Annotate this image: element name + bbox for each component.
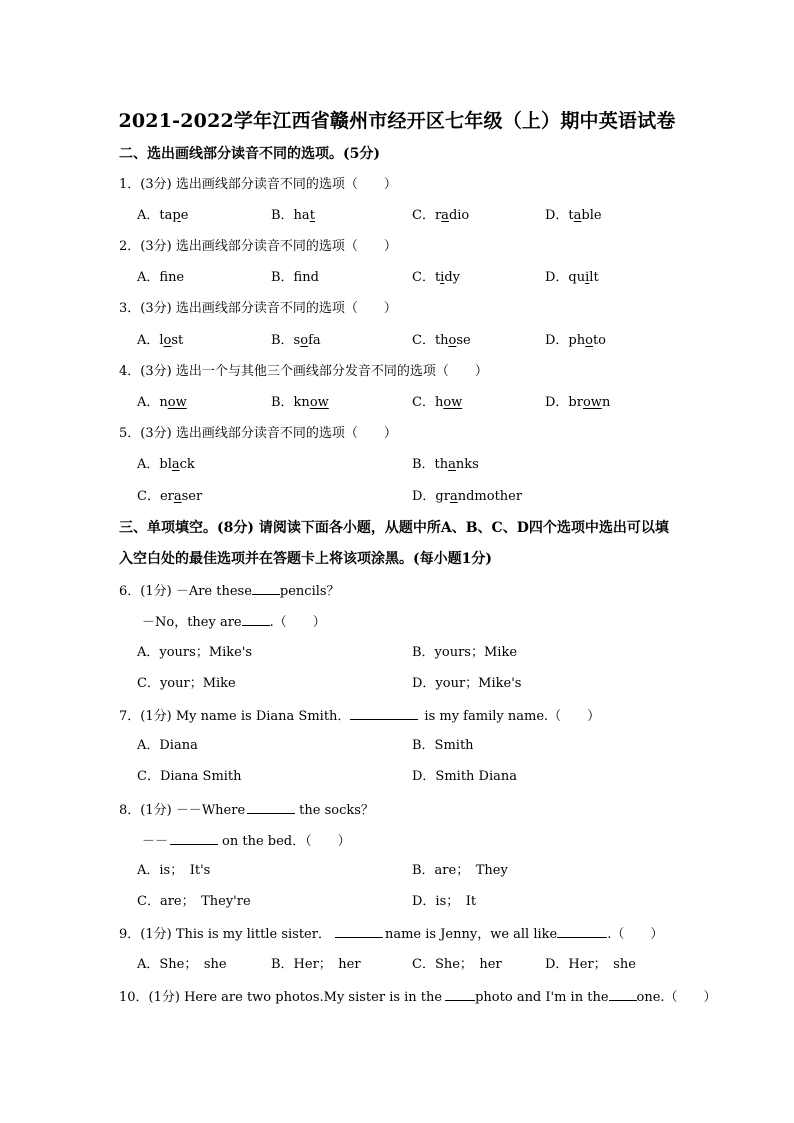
option-text: D．gr bbox=[412, 489, 450, 504]
option-c[interactable]: C．She； her bbox=[412, 957, 502, 972]
option-d[interactable] bbox=[545, 333, 606, 349]
underlined-letters: a bbox=[173, 489, 182, 504]
section-heading-cont: 入空白处的最佳选项并在答题卡上将该项涂黑。(每小题1分) bbox=[119, 551, 492, 567]
option-c[interactable]: C．Diana Smith bbox=[137, 769, 242, 784]
stem-text: the socks？ bbox=[299, 803, 374, 818]
stem-text: 10．(1分) Here are two photos.My sister is in the bbox=[119, 990, 443, 1005]
underlined-letters: a bbox=[171, 457, 180, 472]
option-a[interactable] bbox=[137, 395, 187, 411]
option-d[interactable]: D．is； It bbox=[412, 894, 477, 909]
option-text: ndmother bbox=[457, 489, 523, 504]
option-text: C．r bbox=[412, 208, 442, 223]
option-text: n bbox=[601, 395, 611, 410]
stem-text: pencils？ bbox=[279, 584, 340, 599]
option-text: to bbox=[592, 333, 607, 348]
stem-text: .（ ） bbox=[269, 615, 326, 630]
option-text: st bbox=[171, 333, 184, 348]
option-a[interactable]: A．Diana bbox=[137, 738, 198, 753]
underlined-letters: o bbox=[585, 333, 593, 348]
underlined-letters: o bbox=[448, 333, 457, 348]
section-heading: 二、选出画线部分读音不同的选项。(5分) bbox=[119, 146, 380, 162]
stem-text: .（ ） bbox=[607, 927, 664, 942]
underlined-letters: t bbox=[309, 208, 315, 223]
underlined-letters: i bbox=[440, 270, 445, 285]
underlined-letters: a bbox=[573, 208, 582, 223]
stem-text: 7．(1分) My name is Diana Smith． bbox=[119, 709, 351, 724]
option-d[interactable]: D．Her； she bbox=[545, 957, 636, 972]
option-text: lt bbox=[589, 270, 599, 285]
underlined-letters: ow bbox=[582, 395, 602, 410]
option-d[interactable] bbox=[412, 489, 522, 505]
stem-text: is my family name.（ ） bbox=[424, 709, 601, 724]
question-stem bbox=[119, 707, 600, 725]
option-text: C．t bbox=[412, 270, 441, 285]
option-text: D．qu bbox=[545, 270, 586, 285]
option-text: A．f bbox=[137, 270, 169, 285]
underlined-letters: a bbox=[449, 489, 458, 504]
option-d[interactable] bbox=[545, 395, 610, 411]
option-b[interactable] bbox=[271, 333, 321, 349]
option-b[interactable] bbox=[412, 457, 479, 473]
answer-blank bbox=[350, 707, 418, 720]
stem-text: －－ bbox=[142, 834, 169, 849]
option-b[interactable]: B．Smith bbox=[412, 738, 474, 753]
option-text: dy bbox=[444, 270, 461, 285]
question-stem bbox=[119, 925, 663, 943]
stem-text: one.（ ） bbox=[636, 990, 717, 1005]
answer-blank bbox=[609, 988, 637, 1001]
option-text: se bbox=[456, 333, 471, 348]
option-text: ck bbox=[179, 457, 195, 472]
option-text: B．ha bbox=[271, 208, 310, 223]
option-text: C．th bbox=[412, 333, 449, 348]
option-a[interactable] bbox=[137, 208, 188, 224]
underlined-letters: a bbox=[448, 457, 456, 472]
option-text: nd bbox=[302, 270, 319, 285]
option-c[interactable] bbox=[412, 395, 462, 411]
question-stem: 3．(3分) 选出画线部分读音不同的选项（ ） bbox=[119, 301, 397, 316]
option-b[interactable]: B．are； They bbox=[412, 863, 508, 878]
option-text: B．s bbox=[271, 333, 301, 348]
stem-text: 9．(1分) This is my little sister． bbox=[119, 927, 331, 942]
answer-blank bbox=[170, 832, 218, 845]
option-text: A．l bbox=[137, 333, 164, 348]
option-c[interactable]: C．your；Mike bbox=[137, 676, 236, 691]
answer-blank bbox=[557, 925, 607, 938]
option-text: ne bbox=[168, 270, 185, 285]
stem-text: photo and I'm in the bbox=[475, 990, 609, 1005]
option-text: fa bbox=[308, 333, 321, 348]
underlined-letters: o bbox=[163, 333, 172, 348]
question-stem-cont bbox=[142, 613, 326, 631]
option-text: A．bl bbox=[137, 457, 172, 472]
question-stem: 5．(3分) 选出画线部分读音不同的选项（ ） bbox=[119, 426, 397, 441]
option-text: B．f bbox=[271, 270, 303, 285]
option-text: D．t bbox=[545, 208, 574, 223]
underlined-letters: a bbox=[441, 208, 449, 223]
option-a[interactable]: A．is； It's bbox=[137, 863, 211, 878]
answer-blank bbox=[242, 613, 270, 626]
stem-text: name is Jenny，we all like bbox=[384, 927, 558, 942]
option-b[interactable] bbox=[271, 270, 319, 286]
stem-text: on the bed．（ ） bbox=[222, 834, 351, 849]
option-a[interactable] bbox=[137, 333, 183, 349]
question-stem: 1．(3分) 选出画线部分读音不同的选项（ ） bbox=[119, 177, 397, 192]
option-text: A．ta bbox=[137, 208, 173, 223]
underlined-letters: ow bbox=[309, 395, 329, 410]
option-text: ser bbox=[181, 489, 203, 504]
option-text: ble bbox=[581, 208, 602, 223]
option-c[interactable]: C．are； They're bbox=[137, 894, 251, 909]
option-d[interactable] bbox=[545, 270, 599, 286]
option-text: B．kn bbox=[271, 395, 310, 410]
answer-blank bbox=[445, 988, 475, 1001]
option-text: C．h bbox=[412, 395, 444, 410]
answer-blank bbox=[252, 582, 280, 595]
question-stem bbox=[119, 801, 374, 819]
page-title: 2021-2022学年江西省赣州市经开区七年级（上）期中英语试卷 bbox=[118, 110, 676, 132]
option-c[interactable] bbox=[412, 208, 469, 224]
option-text: A．n bbox=[137, 395, 168, 410]
option-text: B．th bbox=[412, 457, 449, 472]
option-b[interactable]: B．yours；Mike bbox=[412, 645, 518, 660]
option-d[interactable]: D．Smith Diana bbox=[412, 769, 517, 784]
option-b[interactable] bbox=[271, 208, 315, 224]
answer-blank bbox=[335, 925, 383, 938]
option-c[interactable] bbox=[137, 489, 202, 505]
option-text: C．er bbox=[137, 489, 174, 504]
option-a[interactable]: A．yours；Mike's bbox=[137, 645, 253, 660]
underlined-letters: ow bbox=[443, 395, 463, 410]
option-b[interactable] bbox=[271, 395, 329, 411]
option-c[interactable] bbox=[412, 270, 460, 286]
underlined-letters: i bbox=[585, 270, 590, 285]
option-text: D．ph bbox=[545, 333, 586, 348]
stem-text: －No，they are bbox=[142, 615, 242, 630]
question-stem: 4．(3分) 选出一个与其他三个画线部分发音不同的选项（ ） bbox=[119, 364, 488, 379]
option-c[interactable] bbox=[412, 333, 471, 349]
option-text: dio bbox=[448, 208, 470, 223]
question-stem bbox=[119, 988, 717, 1006]
stem-text: 6．(1分) －Are these bbox=[119, 584, 252, 599]
option-d[interactable] bbox=[545, 208, 602, 224]
question-stem-cont bbox=[142, 832, 351, 850]
underlined-letters: ow bbox=[167, 395, 187, 410]
question-stem: 2．(3分) 选出画线部分读音不同的选项（ ） bbox=[119, 239, 397, 254]
option-text: nks bbox=[455, 457, 479, 472]
answer-blank bbox=[247, 801, 295, 814]
question-stem bbox=[119, 582, 340, 600]
section-heading: 三、单项填空。(8分) 请阅读下面各小题，从题中所A、B、C、D四个选项中选出可以填 bbox=[119, 520, 669, 536]
option-a[interactable] bbox=[137, 270, 184, 286]
stem-text: 8．(1分) －－Where bbox=[119, 803, 246, 818]
option-text: e bbox=[180, 208, 189, 223]
underlined-letters: o bbox=[300, 333, 309, 348]
option-d[interactable]: D．your；Mike's bbox=[412, 676, 522, 691]
option-text: D．br bbox=[545, 395, 583, 410]
option-b[interactable]: B．Her； her bbox=[271, 957, 361, 972]
option-a[interactable] bbox=[137, 457, 195, 473]
option-a[interactable]: A．She； she bbox=[137, 957, 227, 972]
underlined-letters: p bbox=[172, 208, 181, 223]
